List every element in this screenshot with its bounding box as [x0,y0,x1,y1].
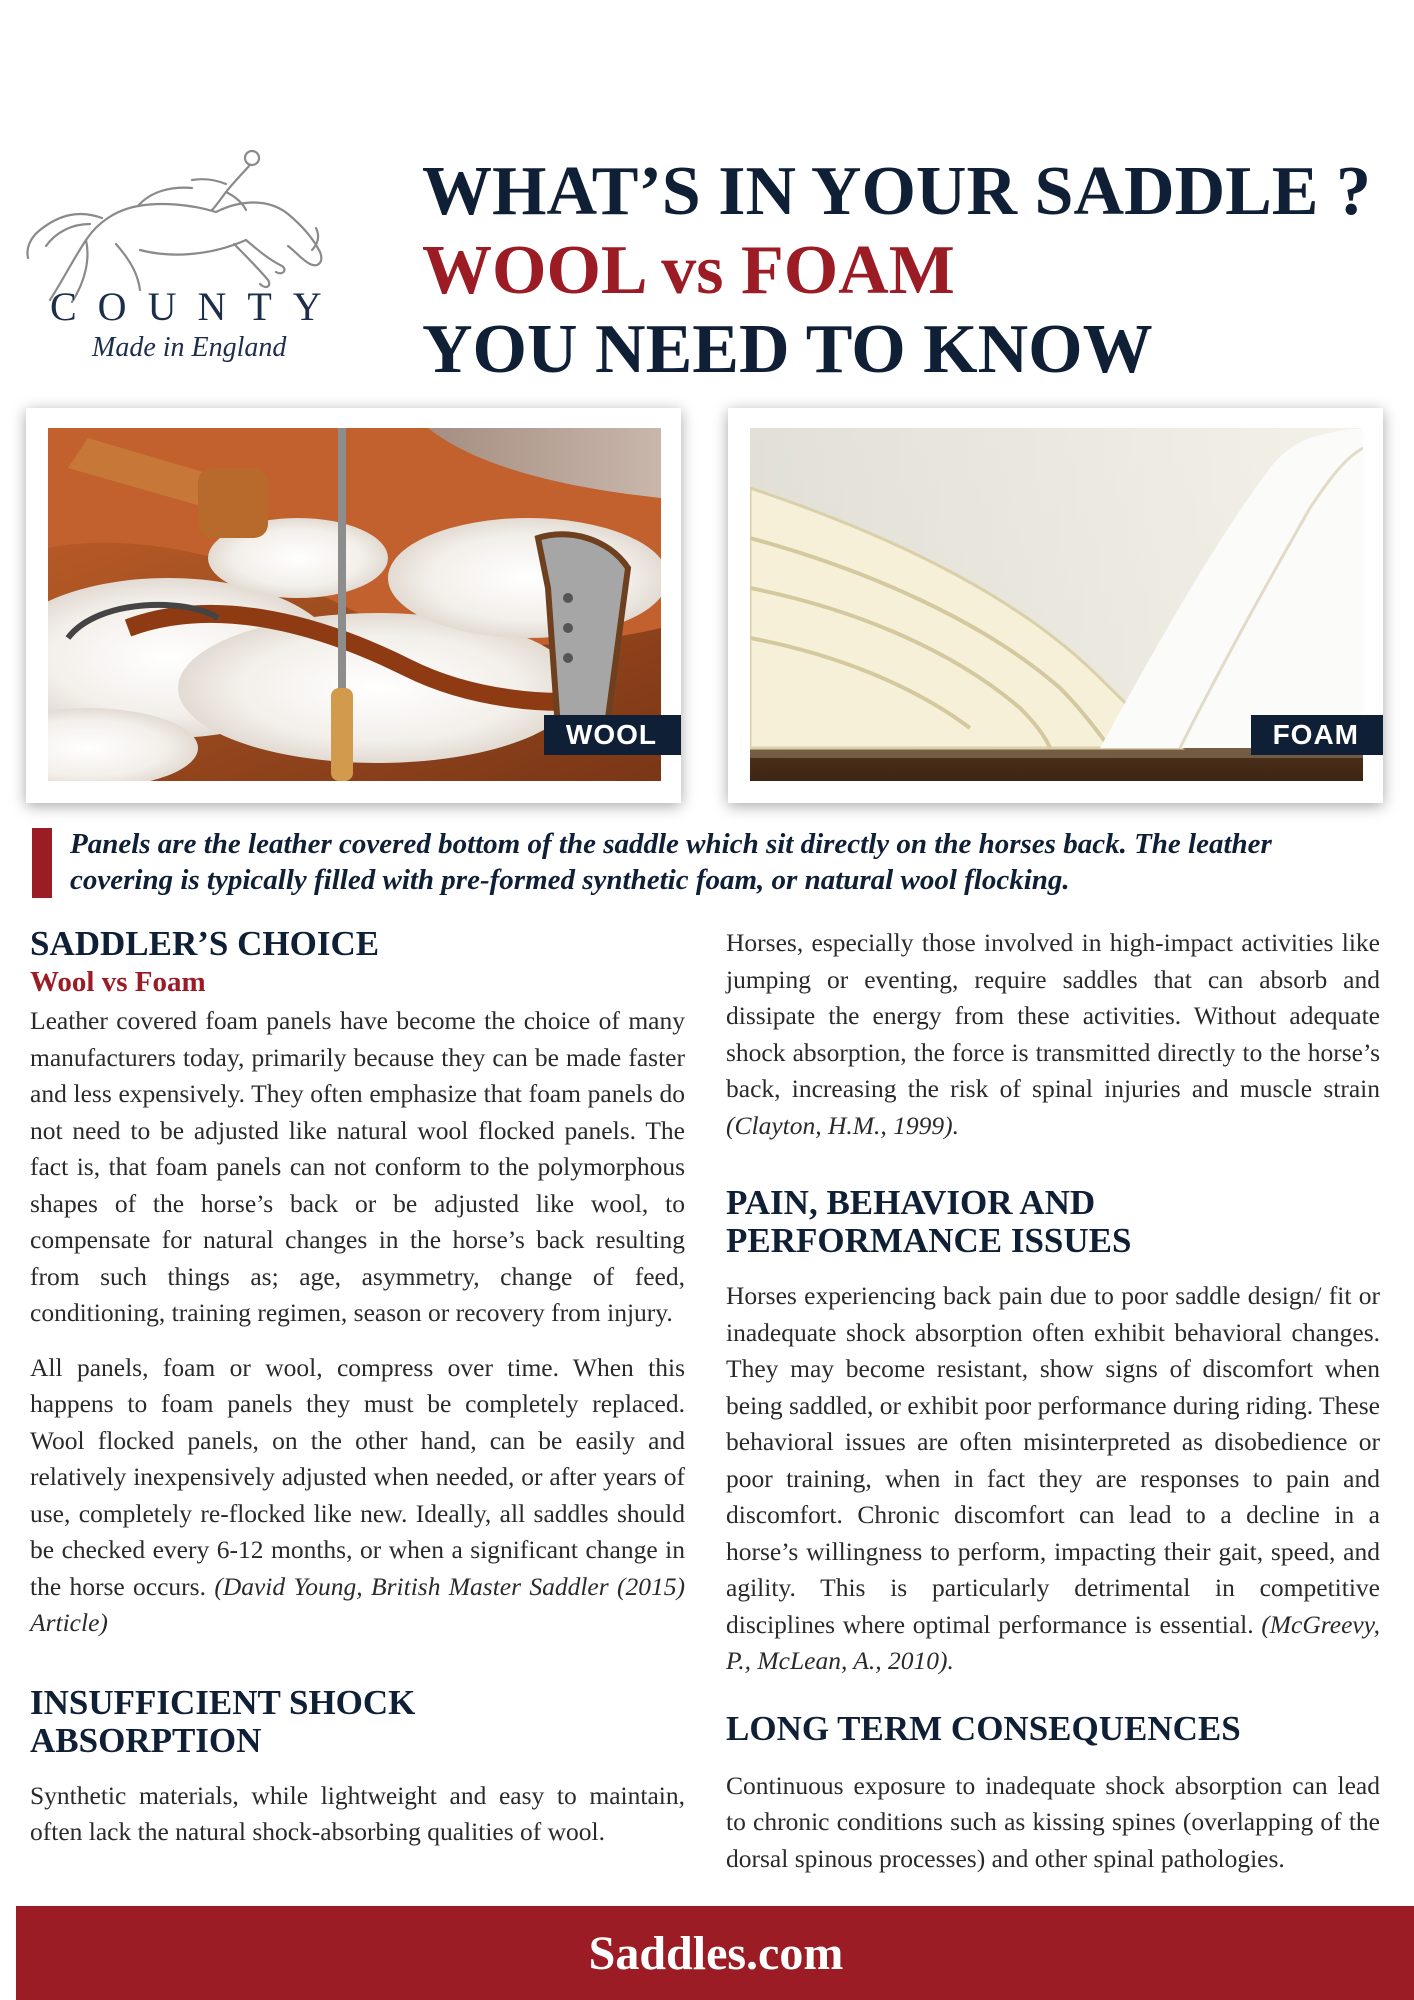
citation: (McGreevy, P., McLean, A., 2010). [726,1609,1380,1675]
section-title-line: PAIN, BEHAVIOR AND [726,1183,1096,1222]
section-title-line: ABSORPTION [30,1720,262,1760]
section-title-long-term-consequences: LONG TERM CONSEQUENCES [726,1708,1241,1748]
section-title-line: INSUFFICIENT SHOCK [30,1682,416,1722]
paragraph: Continuous exposure to inadequate shock absorption can lead to chronic conditions such as kissing spines (overlapping of the dorsal spinous processes) and other spinal pathologies. [726,1770,1380,1873]
paragraph-text: Horses experiencing back pain due to poor saddle design/ fit or inadequate shock absorption often exhibit behavioral changes. They may become resistant, show signs of discomfort when being saddled, or exhibit poor performance during riding. These behavioral issues are often misinterpreted as disobedience or poor training, when in fact they are responses to pain and discomfort. Chronic discomfort can lead to a decline in a horse’s willingness to perform, impacting their gait, speed, and agility. This is particularly detrimental in competitive disciplines where optimal performance is essential. [726,1281,1380,1639]
wool-label: WOOL [544,715,681,755]
paragraph-text: Horses, especially those involved in high-impact activities like jumping or eventing, require saddles that can absorb and dissipate the energy from these activities. Without adequate shock absorption, the force is transmitted directly to the horse’s back, increasing the risk of spinal injuries and muscle strain [726,928,1380,1103]
footer-site-link[interactable]: Saddles.com [588,1926,844,1980]
foam-photo-card [728,408,1383,803]
foam-label: FOAM [1251,715,1383,755]
right-column [726,925,1380,1895]
section-title-pain-behavior [726,1184,1380,1260]
citation: (Clayton, H.M., 1999). [726,1110,960,1140]
section-title-insufficient-shock-absorption [30,1684,685,1760]
county-logo [20,140,370,380]
page-title [422,152,1371,389]
paragraph [30,1350,685,1642]
intro-text: Panels are the leather covered bottom of the saddle which sit directly on the horses back. The leather covering is typically filled with pre-formed synthetic foam, or natural wool flocking. [70,828,1272,896]
paragraph [726,1278,1380,1680]
paragraph-text: All panels, foam or wool, compress over time. When this happens to foam panels they must be completely replaced. Wool flocked panels, on the other hand, can be easily and relatively inexpensively adjusted when needed, or after years of use, completely re-flocked like new. Ideally, all saddles should be checked every 6-12 months, or when a significant change in the horse occurs. [30,1352,685,1601]
section-title-saddlers-choice: SADDLER’S CHOICE [30,924,380,963]
left-column [30,925,685,1869]
intro-accent-bar [32,828,52,898]
logo-wordmark: COUNTY [50,284,343,329]
paragraph [726,925,1380,1144]
title-line-1: WHAT’S IN YOUR SADDLE ? [422,153,1371,230]
paragraph: Synthetic materials, while lightweight and easy to maintain, often lack the natural shock-absorbing qualities of wool. [30,1780,685,1846]
title-line-2: WOOL vs FOAM [422,232,955,309]
section-subtitle-wool-vs-foam: Wool vs Foam [30,966,206,998]
wool-photo-card [26,408,681,803]
section-title-line: PERFORMANCE ISSUES [726,1221,1132,1260]
title-line-3: YOU NEED TO KNOW [422,311,1153,388]
logo-tagline: Made in England [92,332,287,363]
paragraph: Leather covered foam panels have become the choice of many manufacturers today, primarily because they can be made faster and less expensively. They often emphasize that foam panels do not need to be adjusted like natural wool flocked panels. The fact is, that foam panels can not conform to the polymorphous shapes of the horse’s back or be adjusted like wool, to compensate for natural changes in the horse’s back resulting from such things as; age, asymmetry, change of feed, conditioning, training regimen, season or recovery from injury. [30,1006,685,1327]
citation: (David Young, British Master Saddler (2015) Article) [30,1571,685,1637]
footer-banner [16,1906,1414,2000]
